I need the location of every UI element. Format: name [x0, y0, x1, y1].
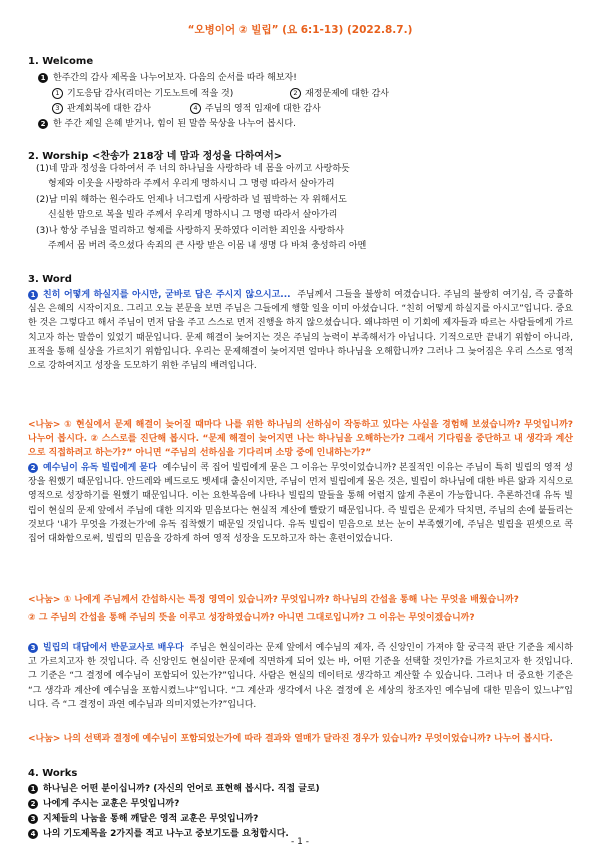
document-title: “오병이어 ② 빌립” (요 6:1-13) (2022.8.7.) [187, 24, 413, 36]
word-paragraph-2-body: 예수님이 콕 집어 빌립에게 묻은 그 이유는 무엇이었습니까? 본질적인 이유는 주님이 특히 빌립의 영적 성장을 원했기 때문입니다. 안드레와 베드로도 벳세대 출신이지만, 주님이 먼저 빌립에게 물은 것은, 빌립이 하나님에 대한 바른 앎과 지식으로 영적으로 성장하기를 원했기 때문입니다. 이는 요한복음에 나타나 빌립의 말들을 통해 어렴지 않게 추론이 가능합니다. 추론하건대 유독 빌립이 현실의 문제 앞에서 주님에 대한 의지와 믿음보다는 현실적 계산에 빨랐기 때문입니다. 즉 빌립은 문제가 닥치면, 주님의 손에 붙들리는 것보다 '내가 무엇을 가졌는가'에 유독 집착했기 때문일 것입니다. 유독 빌립이 믿음으로 보는 눈이 부족했기에, 주님은 빌립을 핀셋으로 콕 집어 대화함으로써, 빌립의 믿음을 강하게 하여 영적 성장을 도모하고자 하는 훈련이었습니다. [28, 463, 573, 545]
works-heading: 4. Works [28, 768, 78, 779]
worship-line: (3)나 항상 주님을 멀리하고 형제를 사랑하지 못하였다 이러한 죄인을 사랑하사 [36, 226, 345, 236]
welcome-item-text: 관계회복에 대한 감사 [67, 104, 151, 114]
worship-line: 형제와 이웃을 사랑하라 주께서 우리게 명하시니 그 명령 따라서 살아가리 [48, 179, 335, 189]
word-paragraph-1-talk: <나눔> ① 현실에서 문제 해결이 늦어질 때마다 나를 위한 하나님의 선하심이 작동하고 있다는 사실을 경험해 보셨습니까? 무엇입니까? 나누어 봅시다. ② 스스로를 진단해 봅시다. “문제 해결이 늦어지면 나는 하나님을 오해하는가? 그래서 기다림을 중단하고 내 생각과 계산으로 직접하려고 하는가?” 아니면 “주님의 선하심을 기다리며 소망 중에 인내하는가?” [28, 420, 573, 459]
welcome-item-3 [52, 102, 151, 116]
worship-line: (2)남 미워 해하는 원수라도 언제나 너그럽게 사랑하라 널 핍박하는 자 위해서도 [36, 195, 347, 205]
works-item-text: 지체들의 나눔을 통해 깨달은 영적 교훈은 무엇입니까? [43, 814, 259, 824]
word-paragraph-3-body: 주님은 현실이라는 문제 앞에서 예수님의 제자, 즉 신앙인이 가져야 할 궁극적 판단 기준을 제시하고 가르치고자 한 것입니다. 즉 신앙인도 현실이란 문제에 직면하게 되어 있는 바, 어떤 기준을 선택할 것인가?를 가르치고자 한 것입니다. 그 기준은 “그 결정에 예수님이 포함되어 있는가?”입니다. 사람은 현실의 데이터로 생각하고 계산할 수 있습니다. 그러나 더 중요한 기준은 “그 생각과 계산에 예수님을 포함시켰느냐”입니다. “그 계산과 생각에서 나온 결정에 온 세상의 창조자인 예수님에 대한 믿음이 있느냐”입니다. 즉 “그 결정이 과연 예수님과 의미지였는가?”입니다. [28, 643, 573, 710]
word-paragraph-3-title: 빌립의 대답에서 반문교사로 배우다 [43, 643, 184, 653]
page-number: - 1 - [291, 837, 309, 847]
works-item-3 [28, 812, 258, 826]
works-item-1 [28, 782, 320, 796]
welcome-item-4 [190, 102, 321, 116]
circle-number: 1 [52, 88, 63, 99]
number-bullet: 2 [28, 799, 38, 809]
welcome-line-1 [38, 71, 297, 85]
number-bullet: 3 [28, 814, 38, 824]
works-item-2 [28, 797, 179, 811]
word-paragraph-1-title: 친히 어떻게 하실지를 아시만, 굳바로 답은 주시지 않으시고... [43, 290, 291, 300]
circle-number: 4 [190, 103, 201, 114]
circle-number: 3 [52, 103, 63, 114]
number-bullet: 1 [28, 784, 38, 794]
number-bullet: 1 [38, 73, 48, 83]
number-bullet: 1 [28, 290, 38, 300]
welcome-line-1-text: 한주간의 감사 제목을 나누어보자. 다음의 순서를 따라 해보자! [53, 73, 297, 83]
word-paragraph-1 [28, 288, 573, 373]
word-paragraph-2-talk-1: <나눔> ① 나에게 주님께서 간섭하시는 특정 영역이 있습니까? 무엇입니까? 하나님의 간섭을 통해 나는 무엇을 배웠습니까? [28, 595, 519, 605]
works-item-text: 나에게 주시는 교훈은 무엇입니까? [43, 799, 180, 809]
word-paragraph-2 [28, 461, 573, 546]
welcome-line-2-text: 한 주간 제일 은혜 받거나, 힘이 된 말씀 묵상을 나누어 봅시다. [53, 119, 296, 129]
worship-heading: 2. Worship <찬송가 218장 네 맘과 정성을 다하여서> [28, 151, 283, 162]
works-item-text: 나의 기도제목을 2가지를 적고 나누고 중보기도를 요청합시다. [43, 829, 289, 839]
welcome-item-1 [52, 87, 233, 101]
welcome-item-text: 재정문제에 대한 감사 [305, 89, 389, 99]
circle-number: 2 [290, 88, 301, 99]
welcome-item-text: 주님의 영적 임재에 대한 감사 [205, 104, 321, 114]
word-paragraph-2-title: 예수님이 유독 빌립에게 묻다 [43, 463, 157, 473]
number-bullet: 4 [28, 829, 38, 839]
number-bullet: 3 [28, 643, 38, 653]
worship-line: (1)네 맘과 정성을 다하여서 주 너의 하나님을 사랑하라 네 몸을 아끼고 사랑하듯 [36, 164, 350, 174]
welcome-item-text: 기도응답 감사(리더는 기도노트에 적을 것) [67, 89, 234, 99]
word-paragraph-2-talk-2: ② 그 주님의 간섭을 통해 주님의 뜻을 이루고 성장하였습니까? 아니면 그대로입니까? 그 이유는 무엇이겠습니까? [28, 613, 475, 623]
word-paragraph-3 [28, 641, 573, 712]
welcome-heading: 1. Welcome [28, 56, 94, 67]
number-bullet: 2 [28, 463, 38, 473]
welcome-item-2 [290, 87, 389, 101]
word-heading: 3. Word [28, 274, 72, 285]
word-paragraph-3-talk: <나눔> 나의 선택과 결정에 예수님이 포함되었는가에 따라 결과와 열매가 달라진 경우가 있습니까? 무엇이었습니까? 나누어 봅시다. [28, 734, 553, 744]
worship-line: 주께서 몸 버려 죽으셨다 속죄의 큰 사랑 받은 이몸 내 생명 다 바쳐 충성하리 아멘 [48, 241, 367, 251]
number-bullet: 2 [38, 119, 48, 129]
works-item-text: 하나님은 어떤 분이십니까? (자신의 언어로 표현해 봅시다. 직접 글로) [43, 784, 320, 794]
welcome-line-2 [38, 117, 296, 131]
word-paragraph-1-body: 주님께서 그들을 불쌍히 여겼습니다. 주님의 불쌍히 여기심, 즉 긍휼하심은 은혜의 시작이지요. 그리고 오늘 본문을 보면 주님은 그들에게 행할 일을 이미 아셨습니다. “친히 어떻게 하실지를 아시고”입니다. 중요한 것은 그렇다고 해서 주님이 먼저 답을 주고 스스로 먼저 진행을 하지 않으셨습니다. 왜냐하면 이 기회에 제자들과 따르는 사람들에게 가르치고자 하는 말씀이 있었기 때문입니다. 문제 해결이 늦어지는 것은 주님의 능력이 부족해서가 아닙니다. 기적으로만 끝내기 위함이 아니라, 표적을 통해 실상을 가르치기 위함입니다. 우리는 문제해결이 늦어지면 얼마나 하나님을 오해합니까? 그러나 그 늦어짐은 우리 스스로 영적으로 강하여지고 성장을 도모하기 위한 주님의 배려입니다. [28, 290, 573, 372]
worship-line: 신실한 맘으로 복을 빌라 주께서 우리게 명하시니 그 명령 따라서 살아가리 [48, 210, 338, 220]
